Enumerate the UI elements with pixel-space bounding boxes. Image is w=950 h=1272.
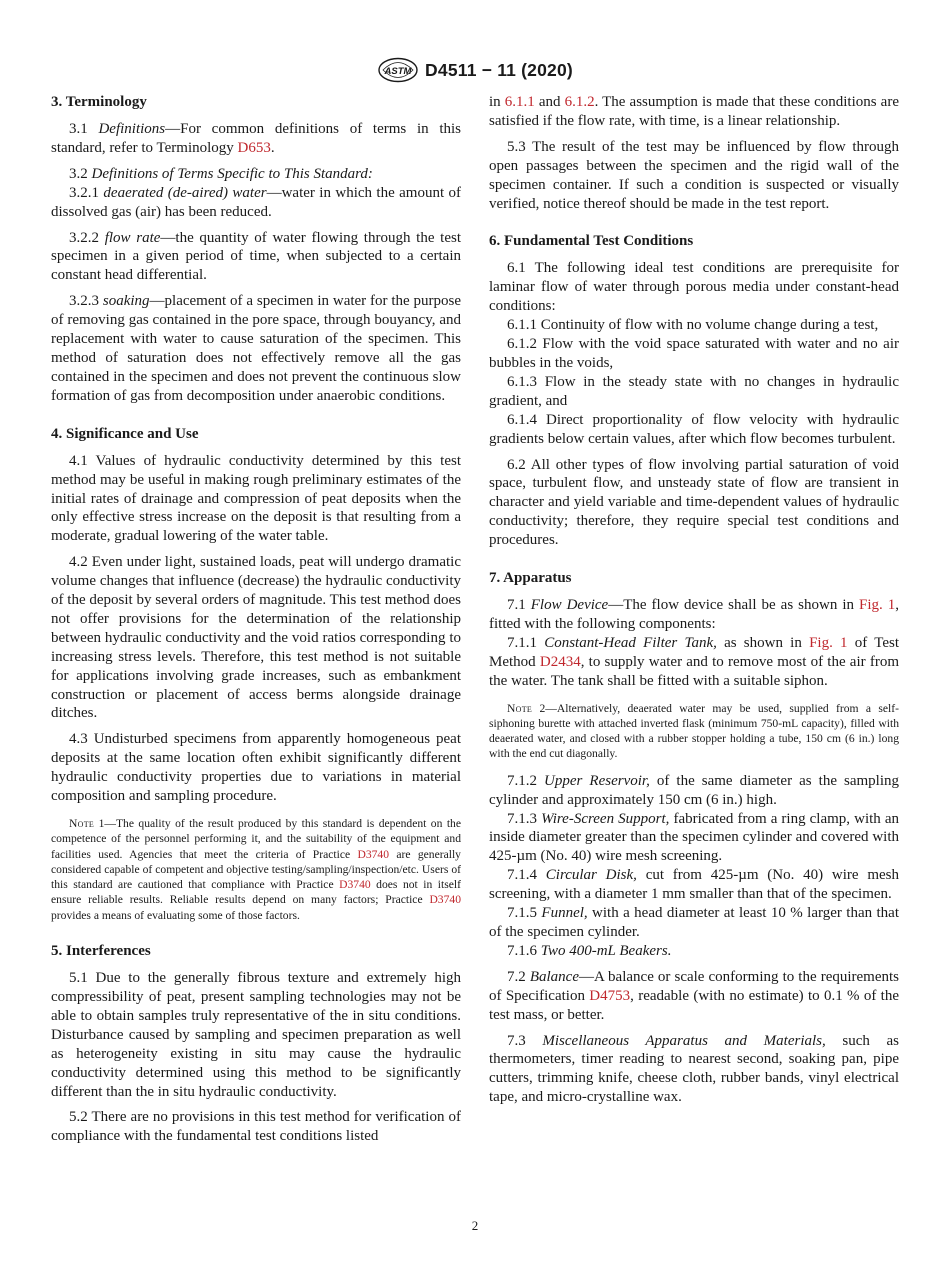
section-7-heading: 7. Apparatus xyxy=(489,570,572,587)
para-6-1-1: 6.1.1 Continuity of flow with no volume change during a test, xyxy=(507,317,879,334)
ref-fig-1-link[interactable]: Fig. 1 xyxy=(858,597,896,614)
para-3-2-3: 3.2.3 soaking—placement of a specimen in water for the purpose of removing gas contained in the pore space, through bouyancy, and replacement with water to cause saturation of the specimen. This method of saturation does not effectively remove all the gas contained in the specimen and does not prevent the continuous slow formation of gas from decomposition under anaerobic conditions. xyxy=(51,293,462,404)
astm-logo xyxy=(377,57,419,83)
note-1: Note 1—The quality of the result produced by this standard is dependent on the competence of the personnel performing it, and the suitability of the equipment and facilities used. Agencies that meet the criteria of Practice D3740 are generally considered capable of competent and objective testing/sampling/inspection/etc. Users of this standard are cautioned that compliance with Practice D3740 does not in itself ensure reliable results. Reliable results depend on many factors; Practice D3740 provides a means of evaluating some of those factors. xyxy=(51,817,461,922)
page-header xyxy=(0,56,950,84)
para-6-1-3: 6.1.3 Flow in the steady state with no changes in hydraulic gradient, and xyxy=(489,373,899,409)
para-7-2: 7.2 Balance—A balance or scale conforming to the requirements of Specification D4753, readable (with no estimate) to 0.1 % of the test mass, or better. xyxy=(489,968,900,1023)
standard-designation: D4511 − 11 (2020) xyxy=(425,59,573,80)
ref-6-1-1-link[interactable]: 6.1.1 xyxy=(504,94,535,110)
section-5-heading: 5. Interferences xyxy=(51,943,151,960)
ref-d4753-link[interactable]: D4753 xyxy=(589,987,631,1004)
para-7-1-5: 7.1.5 Funnel, with a head diameter at least 10 % larger than that of the specimen cylinder. xyxy=(489,905,899,940)
ref-d3740-link[interactable]: D3740 xyxy=(357,847,390,861)
para-3-1: 3.1 Definitions—For common definitions of terms in this standard, refer to Terminology D653. xyxy=(51,121,461,156)
note-2: Note 2—Alternatively, deaerated water may be used, supplied from a self-siphoning burette with attached inverted flask (minimum 750-mL capacity), filled with deaerated water, and closed with a rubber stopper holding a tube, 150 cm (6 in.) long with the end cut diagonally. xyxy=(489,701,899,761)
ref-d653-link[interactable]: D653 xyxy=(237,139,271,156)
para-7-1-6: 7.1.6 Two 400-mL Beakers. xyxy=(507,942,672,959)
para-6-2: 6.2 All other types of flow involving partial saturation of void space, turbulent flow, and unsteady state of flow are transient in character and yield variable and time-dependent values of hydraulic conductivity; therefore, they require special test conditions and procedures. xyxy=(489,456,899,549)
para-7-1-1: 7.1.1 Constant-Head Filter Tank, as shown in Fig. 1 of Test Method D2434, to supply water and to remove most of the air from the water. The tank shall be fitted with a suitable siphon. xyxy=(489,634,899,689)
right-column xyxy=(489,93,899,1107)
ref-d2434-link[interactable]: D2434 xyxy=(539,653,581,670)
para-6-1-2: 6.1.2 Flow with the void space saturated with water and no air bubbles in the voids, xyxy=(489,336,899,371)
page-number: 2 xyxy=(471,1218,479,1233)
para-3-2-1: 3.2.1 deaerated (de-aired) water—water in which the amount of dissolved gas (air) has been reduced. xyxy=(51,184,462,220)
para-7-1-2: 7.1.2 Upper Reservoir, of the same diameter as the sampling cylinder and approximately 150 cm (6 in.) high. xyxy=(489,772,900,808)
para-4-1: 4.1 Values of hydraulic conductivity determined by this test method may be useful in making rough preliminary estimates of the initial rates of drainage and compression of peat deposits when the only effective stress increase on the deposit is that resulting from a moderate, gradual lowering of the water table. xyxy=(51,452,461,545)
ref-fig-1-link[interactable]: Fig. 1 xyxy=(809,634,848,651)
section-4-heading: 4. Significance and Use xyxy=(51,425,199,442)
para-3-2: 3.2 Definitions of Terms Specific to This Standard: xyxy=(69,165,373,182)
para-5-2: 5.2 There are no provisions in this test method for verification of compliance with the fundamental test conditions listed xyxy=(51,1109,461,1145)
ref-d3740-link[interactable]: D3740 xyxy=(339,878,371,892)
left-column xyxy=(51,93,461,1146)
para-6-1-4: 6.1.4 Direct proportionality of flow velocity with hydraulic gradients below certain values, after which flow becomes turbulent. xyxy=(489,411,899,447)
para-4-2: 4.2 Even under light, sustained loads, peat will undergo dramatic volume changes that influence (decrease) the hydraulic conductivity of the deposit by several orders of magnitude. This test method does not offer provisions for the determination of the relationship between hydraulic conductivity and the void ratios corresponding to increasing stress levels. Therefore, this test method is not suitable for applications involving grade increases, such as embankment construction or placement of access berms alongside drainage ditches. xyxy=(51,554,461,722)
section-3-heading: 3. Terminology xyxy=(51,94,147,110)
section-6-heading: 6. Fundamental Test Conditions xyxy=(489,233,694,250)
para-5-2-continued: in 6.1.1 and 6.1.2. The assumption is made that these conditions are satisfied if the flow rate, with time, is a linear relationship. xyxy=(489,94,899,129)
para-7-1-3: 7.1.3 Wire-Screen Support, fabricated from a ring clamp, with an inside diameter greater than the specimen cylinder and covered with 425-µm (No. 40) wire mesh screening. xyxy=(489,810,899,865)
para-6-1: 6.1 The following ideal test conditions are prerequisite for laminar flow of water through porous media under constant-head conditions: xyxy=(489,260,899,315)
para-7-1: 7.1 Flow Device—The flow device shall be as shown in Fig. 1, fitted with the following components: xyxy=(489,597,899,632)
para-5-1: 5.1 Due to the generally fibrous texture and extremely high compressibility of peat, present sampling technologies may not be able to obtain samples truly representative of the in situ conditions. Disturbance caused by sampling and specimen preparation as well as heterogeneity existing in situ may cause the hydraulic conductivity determined using this method to be significantly different than the in situ hydraulic conductivity. xyxy=(51,970,461,1100)
para-7-3: 7.3 Miscellaneous Apparatus and Materials, such as thermometers, timer reading to nearest second, soaking pan, pipe cutters, trimming knife, cheese cloth, rubber bands, vinyl electrical tape, and micro-crystalline wax. xyxy=(489,1032,900,1106)
para-5-3: 5.3 The result of the test may be influenced by flow through open passages between the specimen and the rigid wall of the specimen container. If such a condition is suspected or visually verified, notice thereof should be made in the test report. xyxy=(489,138,899,212)
para-3-2-2: 3.2.2 flow rate—the quantity of water flowing through the test specimen in a given period of time, when subjected to a certain constant head differential. xyxy=(51,229,462,284)
para-7-1-4: 7.1.4 Circular Disk, cut from 425-µm (No. 40) wire mesh screening, with a diameter 1 mm smaller than that of the specimen. xyxy=(489,867,899,903)
ref-d3740-link[interactable]: D3740 xyxy=(429,893,461,907)
ref-6-1-2-link[interactable]: 6.1.2 xyxy=(564,94,595,110)
para-4-3: 4.3 Undisturbed specimens from apparently homogeneous peat deposits at the same location often exhibit significantly different hydraulic conductivity properties due to variations in material composition and sampling procedure. xyxy=(51,731,461,805)
svg-text:ASTM: ASTM xyxy=(384,66,412,77)
